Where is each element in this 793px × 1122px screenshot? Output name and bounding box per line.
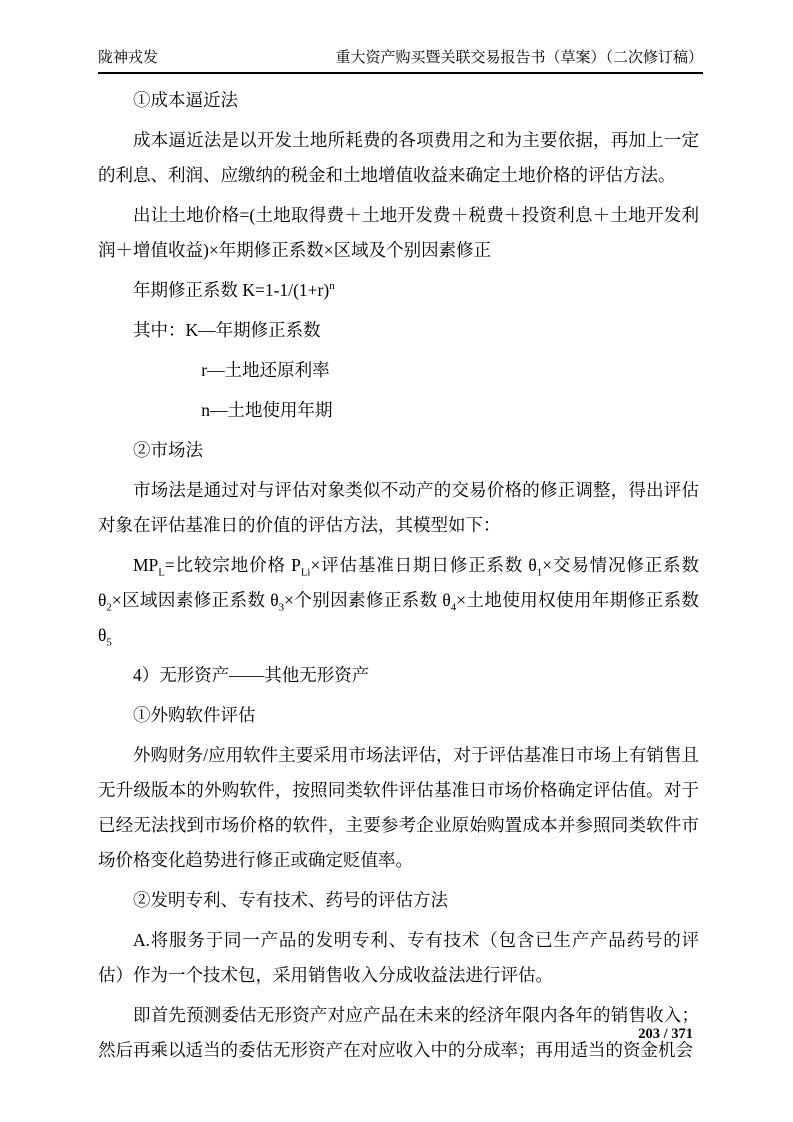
- paragraph: ①外购软件评估: [133, 705, 256, 725]
- paragraph: ②发明专利、专有技术、药号的评估方法: [133, 890, 448, 910]
- page-header: [98, 48, 703, 74]
- paragraph: 4）无形资产——其他无形资产: [133, 665, 370, 685]
- page-number: 203 / 371: [638, 1026, 693, 1042]
- document-body: [98, 83, 699, 1073]
- paragraph: 即首先预测委估无形资产对应产品在未来的经济年限内各年的销售收入；然后再乘以适当的委估无形资产在对应收入中的分成率；再用适当的资金机会: [98, 1005, 699, 1060]
- paragraph: ②市场法: [133, 440, 203, 460]
- paragraph: 出让土地价格=(土地取得费＋土地开发费＋税费＋投资利息＋土地开发利润＋增值收益)×年期修正系数×区域及个别因素修正: [98, 205, 699, 260]
- paragraph: $MP_L=$比较宗地价格 $P_{Li}\times$评估基准日期日修正系数 $\theta_1\times$交易情况修正系数 $\theta_2\times$区域因素修正系数 $\theta_3\times$个别因素修正系数 $\theta_4\times$土地使用权使用年期修正系数 $\theta_5$: [98, 555, 699, 649]
- paragraph: n—土地使用年期: [201, 400, 333, 420]
- header-report-title: 重大资产购买暨关联交易报告书（草案）（二次修订稿）: [335, 50, 703, 66]
- paragraph: 市场法是通过对与评估对象类似不动产的交易价格的修正调整，得出评估对象在评估基准日的价值的评估方法，其模型如下：: [98, 480, 699, 535]
- paragraph: 外购财务/应用软件主要采用市场法评估，对于评估基准日市场上有销售且无升级版本的外购软件，按照同类软件评估基准日市场价格确定评估值。对于已经无法找到市场价格的软件，主要参考企业原始购置成本并参照同类软件市场价格变化趋势进行修正或确定贬值率。: [98, 745, 699, 870]
- paragraph: 成本逼近法是以开发土地所耗费的各项费用之和为主要依据，再加上一定的利息、利润、应缴纳的税金和土地增值收益来确定土地价格的评估方法。: [98, 130, 699, 185]
- page-footer: [98, 1024, 693, 1044]
- paragraph: 年期修正系数 $K=1-1/(1+r)^n$: [133, 280, 335, 300]
- paragraph: r—土地还原利率: [201, 360, 330, 380]
- paragraph: 其中：K—年期修正系数: [133, 320, 321, 340]
- paragraph: A.将服务于同一产品的发明专利、专有技术（包含已生产产品药号的评估）作为一个技术包，采用销售收入分成收益法进行评估。: [98, 930, 699, 985]
- paragraph: ①成本逼近法: [133, 90, 238, 110]
- header-company-name: 陇神戎发: [98, 50, 159, 66]
